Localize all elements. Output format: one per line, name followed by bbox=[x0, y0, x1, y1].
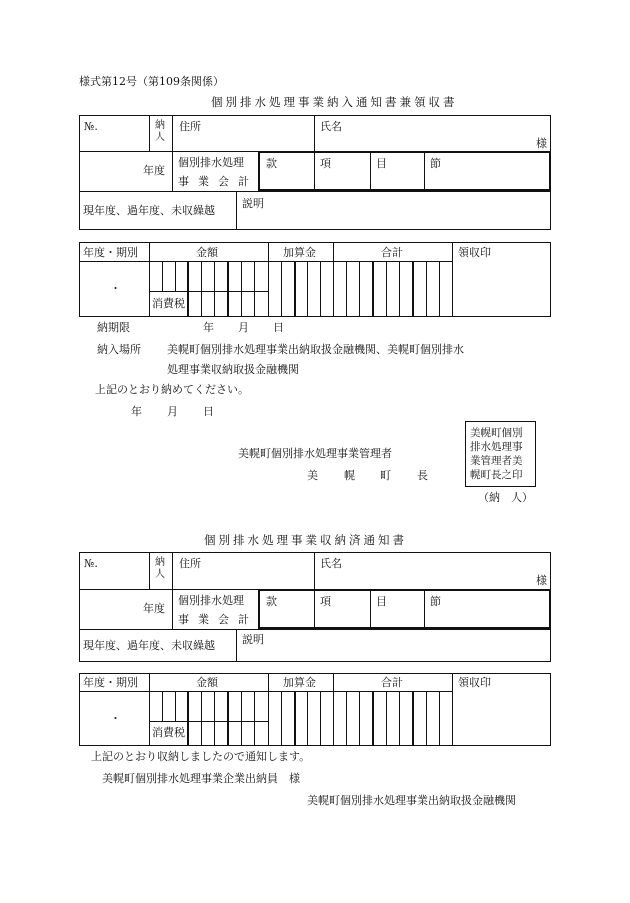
receipt-account-line1: 個別排水処理 bbox=[178, 594, 244, 607]
account-line2: 事業会計 bbox=[178, 175, 258, 188]
receipt-kan-label: 款 bbox=[266, 595, 277, 608]
consumption-tax-label: 消費税 bbox=[152, 297, 185, 310]
receipt-period-dot: ・ bbox=[110, 712, 121, 725]
receipt-fiscal-year-label: 年度 bbox=[143, 602, 165, 615]
issue-day: 日 bbox=[203, 405, 214, 418]
issue-year: 年 bbox=[131, 405, 142, 418]
receipt-title: 個別排水処理事業収納済通知書 bbox=[204, 533, 407, 547]
fiscal-year-label: 年度 bbox=[143, 164, 165, 177]
due-year: 年 bbox=[203, 321, 214, 334]
issue-month: 月 bbox=[167, 405, 178, 418]
receipt-account-line2: 事業会計 bbox=[178, 613, 258, 626]
official-seal-box: 美幌町個別排水処理事業管理者美幌町長之印 bbox=[465, 421, 536, 487]
payer-label: 納人 bbox=[155, 120, 165, 143]
receipt-addressee: 美幌町個別排水処理事業企業出納員 様 bbox=[102, 772, 300, 785]
receipt-notice-text: 上記のとおり収納しましたので通知します。 bbox=[91, 750, 311, 763]
place-label: 納入場所 bbox=[97, 343, 141, 356]
kou-label: 項 bbox=[320, 157, 331, 170]
receipt-period-header: 年度・期別 bbox=[83, 676, 138, 689]
period-dot: ・ bbox=[110, 282, 121, 295]
place-line2: 処理事業収納取扱金融機関 bbox=[167, 363, 299, 376]
issuer-char-4: 長 bbox=[417, 469, 428, 482]
issuer-char-1: 美 bbox=[307, 469, 318, 482]
issuer-line1: 美幌町個別排水処理事業管理者 bbox=[238, 447, 392, 460]
issuer-char-3: 町 bbox=[380, 469, 391, 482]
request-text: 上記のとおり納めてください。 bbox=[95, 383, 249, 396]
setsu-label: 節 bbox=[430, 157, 441, 170]
notice-title: 個別排水処理事業納入通知書兼領収書 bbox=[211, 95, 458, 109]
receipt-seal-header: 領収印 bbox=[458, 246, 491, 259]
receipt-amount-header: 金額 bbox=[196, 676, 218, 689]
payer-footer: （納 人） bbox=[478, 491, 533, 504]
moku-label: 目 bbox=[376, 157, 387, 170]
kan-label: 款 bbox=[266, 157, 277, 170]
receipt-honorific: 様 bbox=[536, 574, 547, 587]
explanation-label: 説明 bbox=[242, 197, 264, 210]
address-label: 住所 bbox=[179, 120, 201, 133]
receipt-consumption-tax-label: 消費税 bbox=[152, 726, 185, 739]
receipt-kou-label: 項 bbox=[320, 595, 331, 608]
place-line1: 美幌町個別排水処理事業出納取扱金融機関、美幌町個別排水 bbox=[167, 343, 464, 356]
receipt-setsu-label: 節 bbox=[430, 595, 441, 608]
receipt-no-label: №. bbox=[84, 557, 98, 570]
surcharge-header: 加算金 bbox=[283, 246, 316, 259]
due-month: 月 bbox=[238, 321, 249, 334]
receipt-name-label: 氏名 bbox=[320, 557, 342, 570]
receipt-moku-label: 目 bbox=[376, 595, 387, 608]
total-header: 合計 bbox=[381, 246, 403, 259]
form-number: 様式第12号（第109条関係） bbox=[79, 75, 224, 88]
name-label: 氏名 bbox=[320, 120, 342, 133]
receipt-sender: 美幌町個別排水処理事業出納取扱金融機関 bbox=[307, 794, 516, 807]
year-type: 現年度、過年度、未収繰越 bbox=[83, 204, 215, 217]
due-day: 日 bbox=[273, 321, 284, 334]
due-date-label: 納期限 bbox=[97, 321, 130, 334]
receipt-year-type: 現年度、過年度、未収繰越 bbox=[83, 639, 215, 652]
receipt-total-header: 合計 bbox=[381, 676, 403, 689]
issuer-char-2: 幌 bbox=[344, 469, 355, 482]
receipt-seal-header: 領収印 bbox=[458, 676, 491, 689]
account-line1: 個別排水処理 bbox=[178, 156, 244, 169]
amount-header: 金額 bbox=[196, 246, 218, 259]
no-label: №. bbox=[84, 120, 98, 133]
receipt-explanation-label: 説明 bbox=[242, 633, 264, 646]
receipt-address-label: 住所 bbox=[179, 557, 201, 570]
honorific: 様 bbox=[536, 137, 547, 150]
receipt-surcharge-header: 加算金 bbox=[283, 676, 316, 689]
receipt-payer-label: 納人 bbox=[155, 557, 165, 580]
period-header: 年度・期別 bbox=[83, 246, 138, 259]
